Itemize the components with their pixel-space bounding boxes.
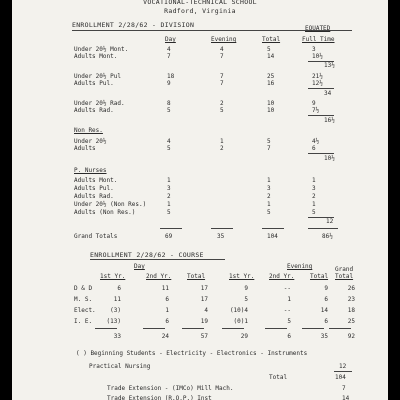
division-subtotal: 13½ (324, 62, 335, 69)
division-row-evening: 7 (220, 53, 224, 60)
course-total-cell: 6 (287, 333, 291, 340)
course-row-cell: 6 (165, 318, 169, 325)
course-row-cell: 5 (287, 318, 291, 325)
course-row-cell: 1 (287, 296, 291, 303)
division-row-label: Under 20½ Rad. (74, 100, 125, 107)
course-row-cell: 5 (244, 296, 248, 303)
col-grand: Grand (335, 266, 354, 273)
nurses-row-ft: 2 (312, 193, 316, 200)
course-row-cell: 23 (347, 296, 355, 303)
nonres-row-ft: 6 (312, 145, 316, 152)
course-total-rule (143, 328, 165, 329)
nonres-row-total: 7 (267, 145, 271, 152)
division-row-label: Under 20½ Mont. (74, 46, 129, 53)
division-row-ft: 3 (312, 46, 316, 53)
course-total-rule (302, 328, 324, 329)
course-row-cell: 9 (324, 285, 328, 292)
nurses-row-label: Adults Pul. (74, 185, 114, 192)
nurses-row-ft: 1 (312, 201, 316, 208)
division-subtotal: 34 (324, 90, 332, 97)
nurses-row-ft: 3 (312, 185, 316, 192)
nurses-row-day: 3 (167, 185, 171, 192)
nurses-row-total: 3 (267, 185, 271, 192)
course-row-cell: 26 (347, 285, 355, 292)
nurses-row-label: Adults (Non Res.) (74, 209, 136, 216)
course-total-cell: 57 (200, 333, 208, 340)
nonres-row-ft: 4½ (312, 138, 320, 145)
course-total-cell: 33 (113, 333, 121, 340)
nurses-row-total: 1 (267, 201, 271, 208)
division-row-ft: 21½ (312, 73, 323, 80)
nurses-row-ft: 1 (312, 177, 316, 184)
practical-nursing-rule (334, 371, 352, 372)
nonres-row-evening: 2 (220, 145, 224, 152)
course-row-cell: 4 (204, 307, 208, 314)
trade-extension-value: 7 (342, 385, 346, 392)
nurses-row-day: 2 (167, 193, 171, 200)
division-row-label: Under 20½ Pul (74, 73, 121, 80)
course-row-label: Elect. (74, 307, 96, 314)
nonres-title: Non Res. (74, 127, 103, 134)
col-evening: Evening (211, 36, 237, 43)
division-row-evening: 2 (220, 100, 224, 107)
course-row-label: D & D (74, 285, 93, 292)
practical-nursing-label: Practical Nursing (89, 363, 151, 370)
document-page (12, 0, 388, 400)
course-total-cell: 92 (347, 333, 355, 340)
nonres-row-day: 4 (167, 138, 171, 145)
division-row-ft: 7½ (312, 107, 320, 114)
col-day: Day (165, 36, 176, 43)
course-row-cell: (10)4 (229, 307, 248, 314)
col-full-time: Full Time (302, 36, 335, 43)
division-row-day: 7 (167, 53, 171, 60)
nonres-row-label: Under 20½ (74, 138, 107, 145)
course-row-cell: -- (283, 285, 291, 292)
trade-extension-2-label: Trade Extension (R.O.P.) Inst (107, 395, 212, 400)
col-eve-2nd: 2nd Yr. (269, 273, 295, 280)
nonres-subtotal: 10½ (324, 155, 335, 162)
course-total-rule (182, 328, 204, 329)
division-title: ENROLLMENT 2/28/62 - DIVISION (72, 21, 195, 29)
grand-day: 69 (165, 233, 173, 240)
school-city: Radford, Virginia (164, 7, 236, 15)
division-subtotal: 16½ (324, 117, 335, 124)
division-row-label: Adults Mont. (74, 53, 118, 60)
division-row-total: 5 (267, 46, 271, 53)
division-row-total: 10 (267, 100, 275, 107)
nonres-row-label: Adults (74, 145, 96, 152)
course-row-cell: 6 (324, 296, 328, 303)
group-day: Day (134, 263, 145, 270)
nurses-subtotal: 12 (326, 218, 334, 225)
course-row-label: I. E. (74, 318, 93, 325)
course-total-rule (265, 328, 287, 329)
course-total-rule (222, 328, 244, 329)
division-row-ft: 9 (312, 100, 316, 107)
division-row-evening: 4 (220, 46, 224, 53)
total-value: 104 (335, 374, 346, 381)
division-row-label: Adults Pul. (74, 80, 114, 87)
division-row-day: 9 (167, 80, 171, 87)
nurses-row-day: 1 (167, 201, 171, 208)
nurses-row-ft: 5 (312, 209, 316, 216)
course-row-cell: 6 (117, 285, 121, 292)
nurses-row-label: Adults Mont. (74, 177, 118, 184)
nurses-row-day: 1 (167, 177, 171, 184)
nurses-row-label: Under 20½ (Non Res.) (74, 201, 147, 208)
col-day-1st: 1st Yr. (100, 273, 126, 280)
footnote: ( ) Beginning Students - Electricity - Electronics - Instruments (76, 350, 308, 357)
course-row-label: M. S. (74, 296, 93, 303)
course-row-cell: 19 (200, 318, 208, 325)
division-row-day: 18 (167, 73, 175, 80)
equated-header: EQUATED (305, 25, 331, 32)
course-row-cell: (13) (106, 318, 121, 325)
nurses-row-day: 5 (167, 209, 171, 216)
col-total: Total (262, 36, 281, 43)
col-grand-total: Total (335, 273, 354, 280)
course-row-cell: 18 (347, 307, 355, 314)
nurses-row-total: 5 (267, 209, 271, 216)
course-row-cell: -- (283, 307, 291, 314)
course-row-cell: (0)1 (233, 318, 248, 325)
course-total-rules (12, 0, 388, 360)
course-row-cell: 11 (161, 285, 169, 292)
course-row-cell: 25 (347, 318, 355, 325)
course-row-cell: 6 (324, 318, 328, 325)
nonres-row-day: 5 (167, 145, 171, 152)
group-evening: Evening (287, 263, 313, 270)
nonres-row-evening: 1 (220, 138, 224, 145)
course-total-rule (329, 328, 351, 329)
grand-total: 104 (267, 233, 278, 240)
col-day-2nd: 2nd Yr. (146, 273, 172, 280)
course-row-cell: (3) (110, 307, 121, 314)
trade-extension-2-value: 14 (342, 395, 350, 400)
division-row-ft: 12½ (312, 80, 323, 87)
division-row-ft: 10½ (312, 53, 323, 60)
course-total-cell: 35 (320, 333, 328, 340)
total-label: Total (269, 374, 288, 381)
division-row-evening: 7 (220, 73, 224, 80)
nurses-title: P. Nurses (74, 167, 107, 174)
course-row-cell: 1 (165, 307, 169, 314)
course-row-cell: 11 (113, 296, 121, 303)
nonres-row-total: 5 (267, 138, 271, 145)
grand-label: Grand Totals (74, 233, 118, 240)
course-row-cell: 17 (200, 296, 208, 303)
division-row-day: 4 (167, 46, 171, 53)
course-total-cell: 29 (240, 333, 248, 340)
division-row-evening: 7 (220, 80, 224, 87)
division-row-evening: 5 (220, 107, 224, 114)
division-row-day: 8 (167, 100, 171, 107)
division-row-total: 14 (267, 53, 275, 60)
course-row-cell: 17 (200, 285, 208, 292)
nurses-row-total: 2 (267, 193, 271, 200)
nurses-row-total: 1 (267, 177, 271, 184)
division-row-label: Adults Rad. (74, 107, 114, 114)
course-title: ENROLLMENT 2/28/62 - COURSE (90, 251, 204, 259)
course-total-rule (95, 328, 117, 329)
trade-extension-label: Trade Extension - (IMCo) Mill Mach. (107, 385, 234, 392)
grand-evening: 35 (217, 233, 225, 240)
grand-ft: 86½ (322, 233, 333, 240)
nurses-row-label: Adults Rad. (74, 193, 114, 200)
practical-nursing-value: 12 (339, 363, 347, 370)
col-eve-1st: 1st Yr. (229, 273, 255, 280)
division-row-day: 5 (167, 107, 171, 114)
course-row-cell: 14 (320, 307, 328, 314)
course-row-cell: 9 (244, 285, 248, 292)
division-row-total: 16 (267, 80, 275, 87)
division-row-total: 10 (267, 107, 275, 114)
col-day-total: Total (187, 273, 206, 280)
course-total-cell: 24 (161, 333, 169, 340)
school-name: VOCATIONAL-TECHNICAL SCHOOL (143, 0, 257, 6)
course-row-cell: 6 (165, 296, 169, 303)
col-eve-total: Total (310, 273, 329, 280)
division-row-total: 25 (267, 73, 275, 80)
